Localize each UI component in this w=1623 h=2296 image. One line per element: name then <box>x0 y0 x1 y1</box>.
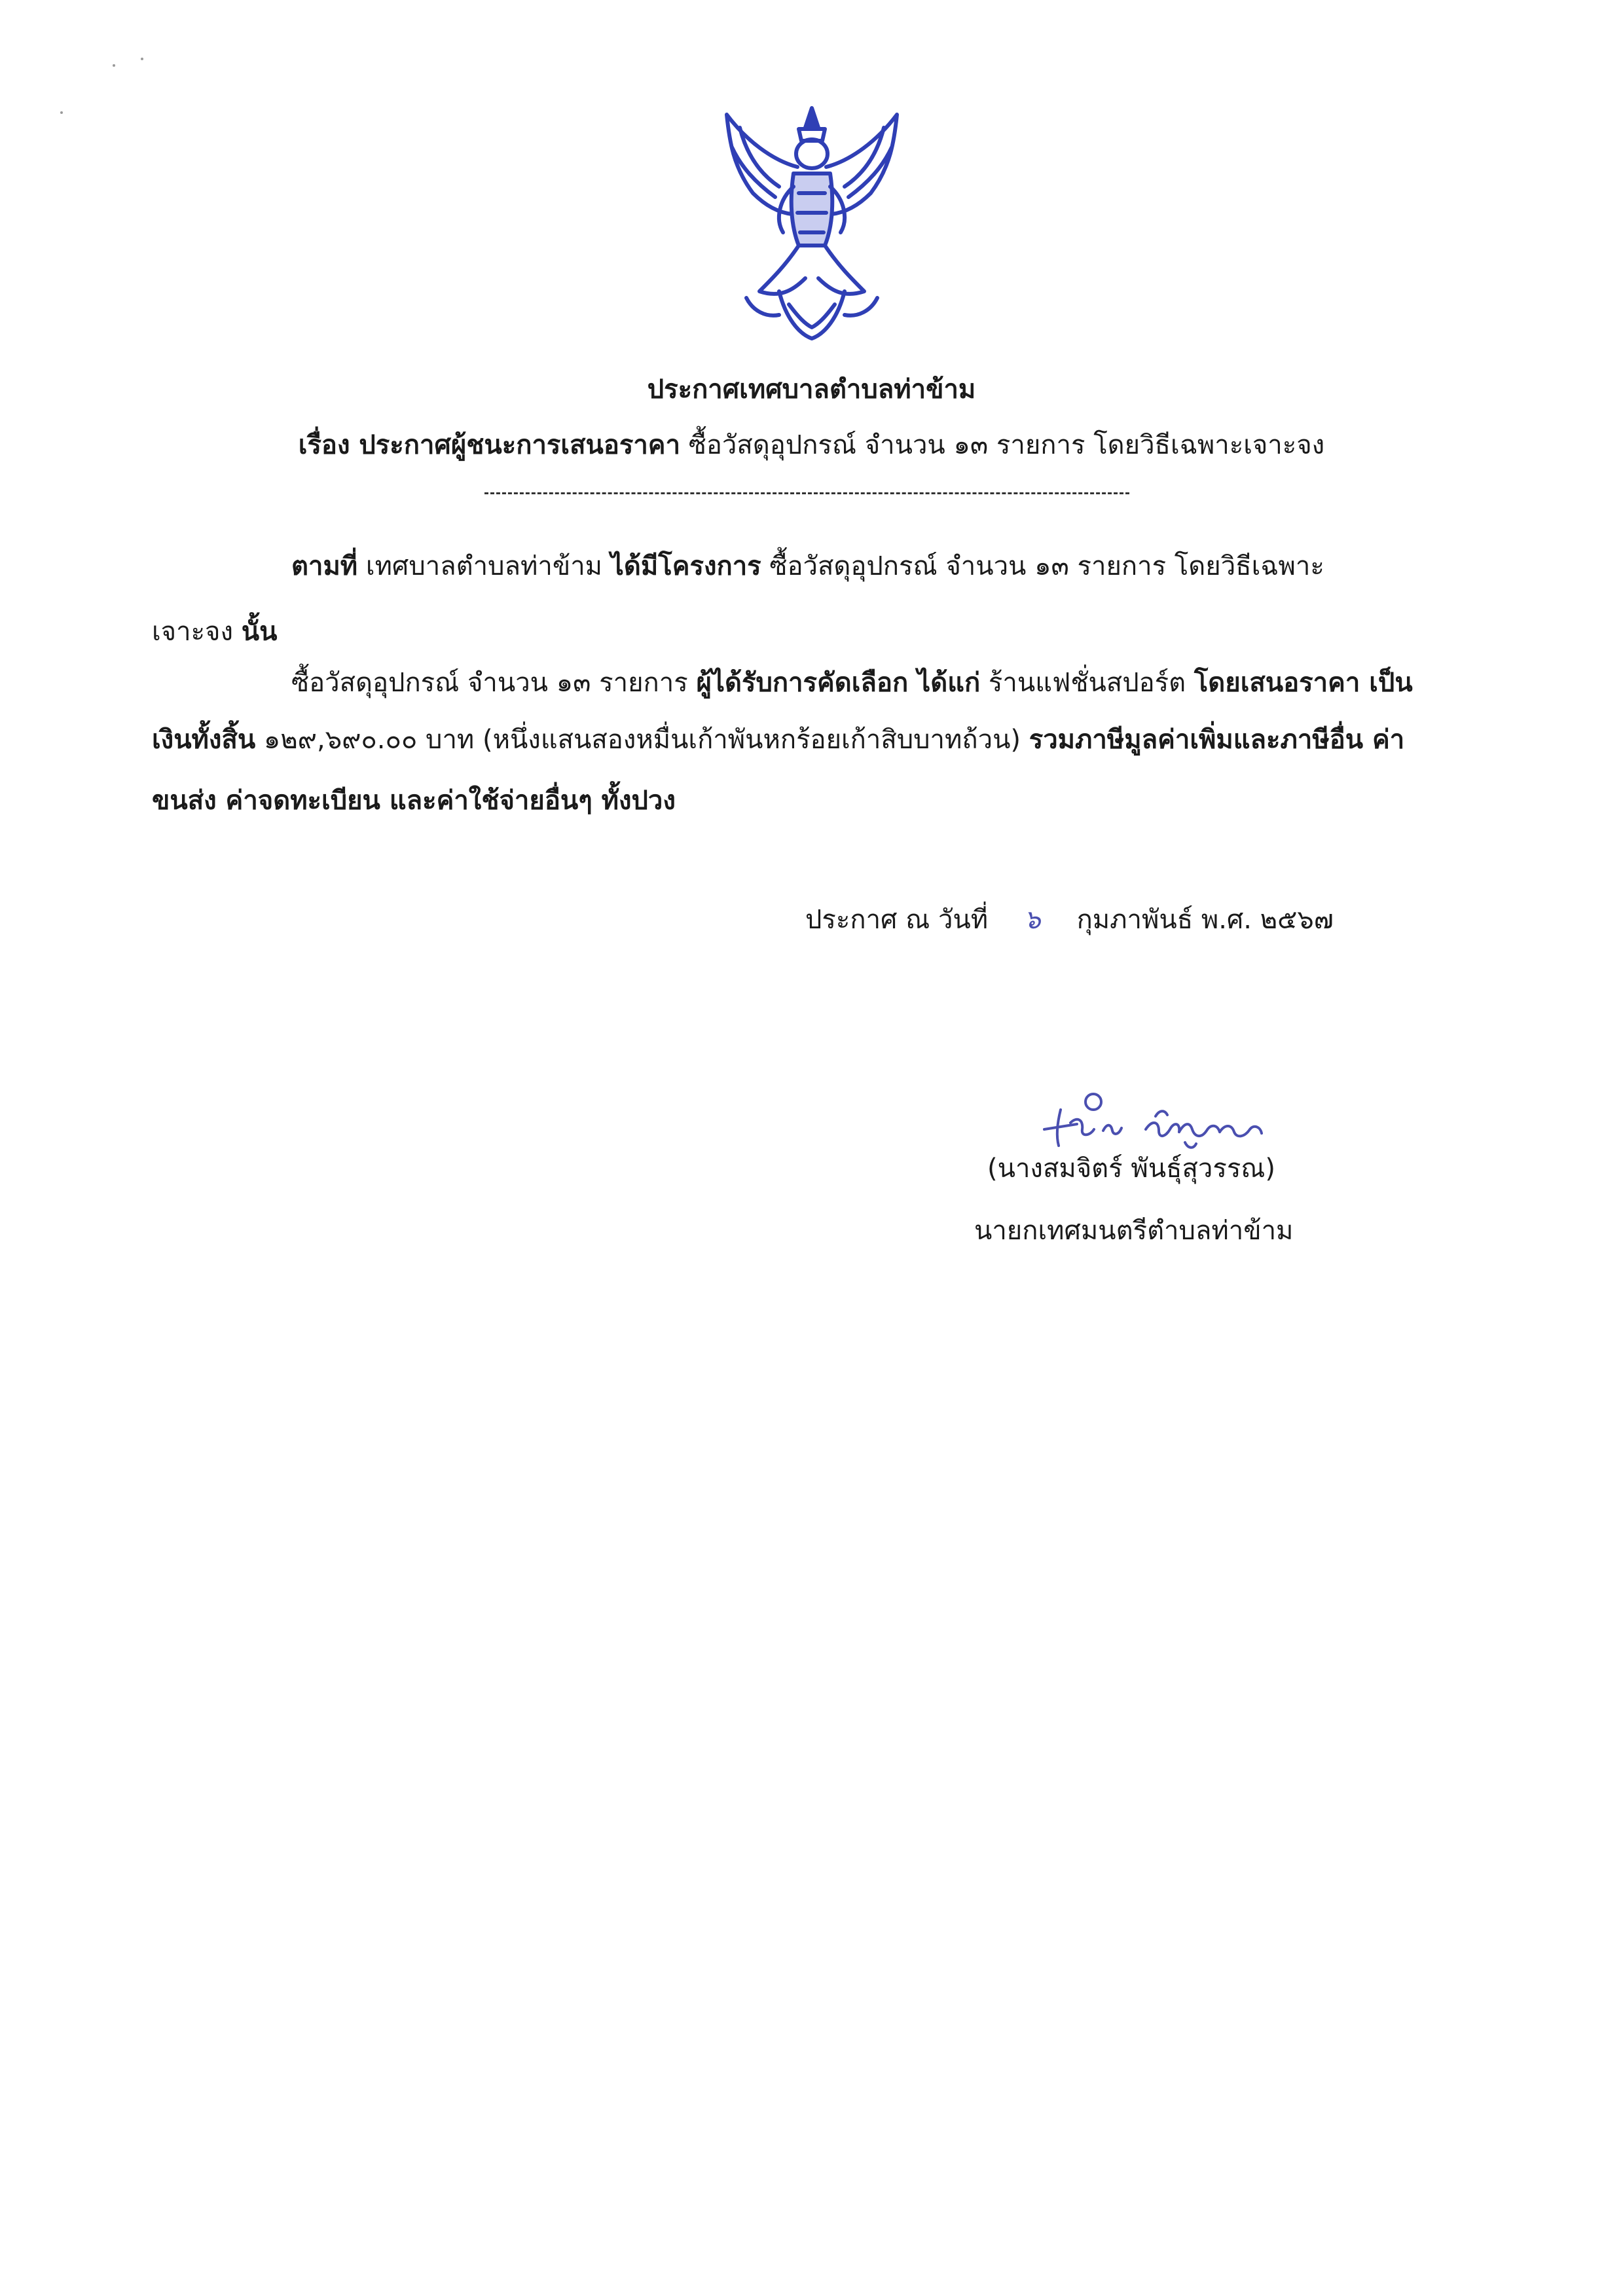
handwritten-day: ๖ <box>1024 905 1041 935</box>
p2-bold-3: เงินทั้งสิ้น <box>152 725 256 755</box>
paragraph-2-line-2 <box>152 720 1404 759</box>
subject-label: เรื่อง ประกาศผู้ชนะการเสนอราคา <box>298 430 681 460</box>
handwritten-signature-icon <box>1031 1084 1273 1156</box>
signatory-name: (นางสมจิตร์ พันธุ์สุวรรณ) <box>987 1154 1276 1184</box>
subject-text: ซื้อวัสดุอุปกรณ์ จำนวน ๑๓ รายการ โดยวิธีเฉพาะเจาะจง <box>688 430 1325 460</box>
header-divider <box>484 492 1129 494</box>
garuda-emblem-icon <box>707 101 917 344</box>
paragraph-2-line-3 <box>152 781 676 820</box>
scan-speck <box>113 64 115 67</box>
p2-text-2: ร้านแฟชั่นสปอร์ต <box>988 668 1186 698</box>
announcement-subject <box>0 426 1623 465</box>
date-prefix: ประกาศ ณ วันที่ <box>805 905 989 935</box>
p2-bold-4: รวมภาษีมูลค่าเพิ่มและภาษีอื่น ค่า <box>1029 725 1405 755</box>
scan-speck <box>60 111 63 114</box>
paragraph-1-line-2 <box>152 612 277 651</box>
announcement-title: ประกาศเทศบาลตำบลท่าข้าม <box>647 374 976 405</box>
signatory-position: นายกเทศมนตรีตำบลท่าข้าม <box>974 1216 1294 1246</box>
p2-bold-1: ผู้ได้รับการคัดเลือก ได้แก่ <box>696 668 981 698</box>
scan-speck <box>141 58 143 60</box>
date-suffix: กุมภาพันธ์ พ.ศ. ๒๕๖๗ <box>1076 905 1334 935</box>
p1-bold-2: ได้มีโครงการ <box>610 551 761 581</box>
p2-bold-5: ขนส่ง ค่าจดทะเบียน และค่าใช้จ่ายอื่นๆ ทั้งปวง <box>152 786 676 816</box>
p1-bold-3: นั้น <box>241 617 278 647</box>
announcement-date <box>805 900 1334 939</box>
paragraph-1-line-1 <box>291 547 1324 586</box>
p2-text-3: ๑๒๙,๖๙๐.๐๐ บาท (หนึ่งแสนสองหมื่นเก้าพันหกร้อยเก้าสิบบาทถ้วน) <box>263 725 1021 755</box>
p2-bold-2: โดยเสนอราคา เป็น <box>1194 668 1413 698</box>
p1-bold-1: ตามที่ <box>291 551 358 581</box>
p2-text-1: ซื้อวัสดุอุปกรณ์ จำนวน ๑๓ รายการ <box>291 668 688 698</box>
p1-text-1: เทศบาลตำบลท่าข้าม <box>365 551 603 581</box>
paragraph-2-line-1 <box>291 663 1413 702</box>
p1-text-3: เจาะจง <box>152 617 234 647</box>
p1-text-2: ซื้อวัสดุอุปกรณ์ จำนวน ๑๓ รายการ โดยวิธีเฉพาะ <box>769 551 1324 581</box>
